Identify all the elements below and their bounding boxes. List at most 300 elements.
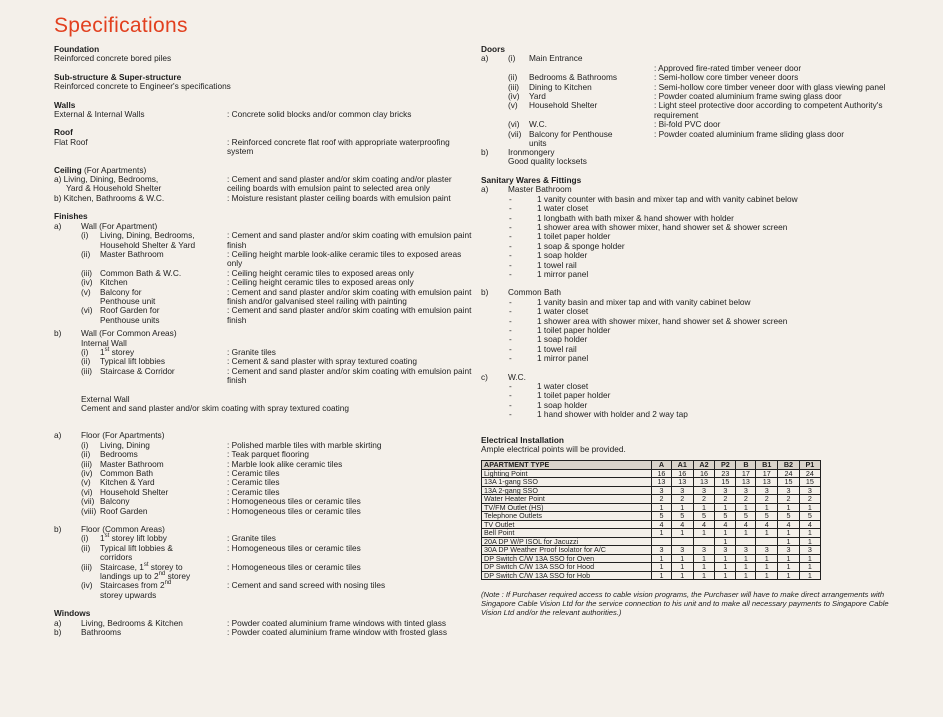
table-cell: 13 <box>736 478 756 487</box>
table-cell: 1 <box>778 529 800 538</box>
table-cell: 5 <box>693 512 715 521</box>
item-text: 1 soap holder <box>537 334 588 345</box>
item-text <box>100 231 195 250</box>
floor-common-item-4 <box>54 580 474 600</box>
table-cell: TV Outlet <box>482 520 652 529</box>
dash-marker: - <box>509 203 512 214</box>
item-value: : Approved fire-rated timber veneer door <box>654 62 802 73</box>
table-cell: 1 <box>736 529 756 538</box>
item-number: (i) <box>81 230 89 241</box>
item-label <box>81 230 196 250</box>
item-text-part: Master Bathroom <box>100 248 164 259</box>
item-text-part: landings up to 2 <box>100 571 159 582</box>
floor-a-marker: a) <box>54 430 62 441</box>
item-number: (iii) <box>81 458 93 469</box>
doors-list <box>481 53 901 149</box>
table-cell: TV/FM Outlet (HS) <box>482 503 652 512</box>
sanitary-c-title: W.C. <box>508 371 526 382</box>
item-value: : Semi-hollow core timber veneer door with glass viewing panel <box>654 81 886 92</box>
table-cell: 3 <box>756 486 778 495</box>
electrical-text: Ample electrical points will be provided. <box>481 444 626 455</box>
item-text: 1 toilet paper holder <box>537 231 611 242</box>
windows-b-value: : Powder coated aluminium frame window with frosted glass <box>227 627 447 638</box>
item-number: (iii) <box>81 365 93 376</box>
item-value: : Cement and sand plaster and/or skim coating with emulsion paint finish and/or galvanised steel railing with painting <box>227 286 472 306</box>
table-cell: 13 <box>756 478 778 487</box>
spacer <box>54 413 474 431</box>
table-cell: 13A 2-gang SSO <box>482 486 652 495</box>
finishes-heading: Finishes <box>54 211 88 222</box>
dash-marker: - <box>509 409 512 420</box>
item-text <box>100 581 171 600</box>
table-header-cell: B <box>736 461 756 470</box>
ceiling-b-row <box>54 194 474 203</box>
left-column <box>54 45 474 637</box>
item-text-part: Staircase & Corridor <box>100 365 175 376</box>
dash-marker: - <box>509 390 512 401</box>
item-value: : Cement and sand plaster and/or skim coating with emulsion paint finish <box>227 230 472 250</box>
walls-row <box>54 110 474 119</box>
item-number: b) <box>481 287 489 298</box>
superscript: nd <box>164 580 172 587</box>
item-text-part: 1 <box>100 533 105 544</box>
list-item <box>54 507 474 516</box>
item-text <box>529 54 583 63</box>
item-value: : Ceiling height marble look-alike ceramic tiles to exposed areas only <box>227 248 462 269</box>
table-cell: 1 <box>652 529 672 538</box>
table-cell: 2 <box>715 495 736 504</box>
list-item <box>481 270 901 279</box>
table-cell: 1 <box>756 503 778 512</box>
ironmongery-title: Ironmongery <box>508 147 555 158</box>
table-cell: Telephone Outlets <box>482 512 652 521</box>
item-text: 1 water closet <box>537 306 589 317</box>
table-cell: 23 <box>715 469 736 478</box>
item-text-part: units <box>529 138 547 149</box>
dash-marker: - <box>509 259 512 270</box>
item-text-part: Typical lift lobbies <box>100 356 166 367</box>
table-cell: 3 <box>671 546 693 555</box>
ceiling-a-value: : Cement and sand plaster and/or skim coating and/or plaster ceiling boards with emulsion paint to selected area only <box>227 174 452 194</box>
item-text <box>529 101 597 110</box>
table-cell: DP Switch C/W 13A SSO for Hood <box>482 563 652 572</box>
list-item <box>481 101 901 120</box>
table-cell: 4 <box>671 520 693 529</box>
table-cell: 1 <box>799 503 820 512</box>
sanitary-a-title: Master Bathroom <box>508 184 572 195</box>
table-cell: 1 <box>693 529 715 538</box>
table-cell: 1 <box>715 537 736 546</box>
table-cell: 15 <box>715 478 736 487</box>
item-text-part: Kitchen <box>100 277 128 288</box>
roof-heading: Roof <box>54 127 73 138</box>
item-text: 1 mirror panel <box>537 268 589 279</box>
table-cell: 20A DP W/P ISOL for Jacuzzi <box>482 537 652 546</box>
ironmongery-text: Good quality locksets <box>508 156 587 167</box>
dash-marker: - <box>509 250 512 261</box>
table-cell: 3 <box>736 486 756 495</box>
dash-marker: - <box>509 381 512 391</box>
floor-common-item-3-value: : Homogeneous tiles or ceramic tiles <box>227 561 361 572</box>
table-cell: 4 <box>756 520 778 529</box>
table-cell: 1 <box>756 554 778 563</box>
item-text: Bathrooms <box>81 627 122 638</box>
item-text: 1 mirror panel <box>537 353 589 364</box>
table-cell: 17 <box>736 469 756 478</box>
item-text-part: storey lift lobby <box>109 533 167 544</box>
item-label <box>81 286 156 306</box>
table-header-cell: B2 <box>778 461 800 470</box>
item-value: : Homogeneous tiles or ceramic tiles <box>227 496 361 507</box>
item-text-part: Staircase, 1 <box>100 561 144 572</box>
sanitary-b-list <box>481 298 901 364</box>
item-text: 1 toilet paper holder <box>537 390 611 401</box>
page-title: Specifications <box>54 14 188 37</box>
roof-label: Flat Roof <box>54 136 88 147</box>
table-cell: 3 <box>652 546 672 555</box>
item-value: : Cement and sand plaster and/or skim coating with emulsion paint finish <box>227 365 472 386</box>
item-text-part: corridors <box>100 552 133 563</box>
table-header-cell: A1 <box>671 461 693 470</box>
table-cell: 2 <box>778 495 800 504</box>
table-cell: 3 <box>736 546 756 555</box>
item-value: : Homogeneous tiles or ceramic tiles <box>227 505 361 516</box>
floor-common-item-1-value: : Granite tiles <box>227 533 276 544</box>
item-text: 1 water closet <box>537 381 589 391</box>
table-cell: 1 <box>799 554 820 563</box>
list-item <box>54 288 474 307</box>
table-cell: 5 <box>671 512 693 521</box>
table-cell: 5 <box>756 512 778 521</box>
list-item <box>481 54 901 73</box>
ceiling-a-label-1: a) Living, Dining, Bedrooms, <box>54 174 159 185</box>
table-cell: 3 <box>652 486 672 495</box>
item-number: (ii) <box>81 356 91 367</box>
superscript: nd <box>158 571 166 578</box>
table-cell: 4 <box>715 520 736 529</box>
ceiling-b-value: : Moisture resistant plaster ceiling boards with emulsion paint <box>227 192 451 203</box>
ceiling-heading-qualifier: (For Apartments) <box>83 164 147 175</box>
item-number: b) <box>54 627 62 638</box>
table-cell: 1 <box>778 563 800 572</box>
item-text: 1 vanity basin and mixer tap and with vanity cabinet below <box>537 296 751 307</box>
item-text-part: storey <box>165 571 191 582</box>
table-cell: 1 <box>715 503 736 512</box>
item-text: 1 towel rail <box>537 343 577 354</box>
electrical-heading: Electrical Installation <box>481 434 564 445</box>
item-text: 1 soap holder <box>537 250 588 261</box>
item-text-part: 1 <box>100 346 105 357</box>
electrical-note: (Note : If Purchaser required access to cable vision programs, the Purchaser will have to make direct arrangements with Singapore Cable Vision Ltd for the service connection to his unit and to make all necessary payments to Singapore Cable Vision Ltd and/or the relevant authorities.) <box>481 590 889 618</box>
table-header-cell: APARTMENT TYPE <box>482 461 652 470</box>
table-cell: 3 <box>671 486 693 495</box>
table-cell: 3 <box>778 486 800 495</box>
item-text <box>100 563 190 582</box>
item-number: (iv) <box>81 277 93 288</box>
table-cell: 1 <box>671 571 693 580</box>
item-number: (vi) <box>81 305 93 316</box>
table-header-cell: A <box>652 461 672 470</box>
item-text-part: Common Bath <box>100 468 154 479</box>
item-number: (v) <box>81 286 91 297</box>
item-value: : Light steel protective door according to competent Authority's requirement <box>654 100 883 120</box>
item-number: (i) <box>508 53 516 64</box>
item-number: (i) <box>81 439 89 450</box>
item-label <box>81 505 148 516</box>
item-text-part: Yard <box>529 91 546 102</box>
foundation-heading: Foundation <box>54 44 100 54</box>
table-cell: 1 <box>799 529 820 538</box>
item-text-part: Balcony <box>100 496 130 507</box>
item-number: (ii) <box>81 449 91 460</box>
table-cell: 4 <box>778 520 800 529</box>
table-cell: 4 <box>799 520 820 529</box>
list-item <box>481 128 901 149</box>
item-text-part: Typical lift lobbies & <box>100 542 173 553</box>
table-header-cell: P2 <box>715 461 736 470</box>
item-number: (iii) <box>508 81 520 92</box>
table-cell: 1 <box>715 563 736 572</box>
internal-wall-label: Internal Wall <box>81 337 127 348</box>
dash-marker: - <box>509 231 512 242</box>
item-label <box>508 100 598 111</box>
table-cell: 16 <box>671 469 693 478</box>
item-text-part: Common Bath & W.C. <box>100 267 182 278</box>
item-value: : Powder coated aluminium frame swing glass door <box>654 91 842 102</box>
item-number: (ii) <box>508 72 518 83</box>
item-value: : Ceiling height ceramic tiles to exposed areas only <box>227 277 414 288</box>
table-cell: 5 <box>736 512 756 521</box>
windows-b-label <box>54 627 122 638</box>
item-value: : Ceramic tiles <box>227 477 280 488</box>
item-text: 1 longbath with bath mixer & hand shower with holder <box>537 212 734 223</box>
item-number: (iii) <box>81 561 93 572</box>
table-cell: 16 <box>693 469 715 478</box>
item-text: 1 shower area with shower mixer, hand shower set & shower screen <box>537 221 788 232</box>
table-cell: 1 <box>693 554 715 563</box>
table-cell: 24 <box>799 469 820 478</box>
table-row <box>482 571 821 580</box>
floor-common-item-2-label <box>81 542 173 563</box>
dash-marker: - <box>509 296 512 307</box>
table-cell: 4 <box>736 520 756 529</box>
table-cell: 1 <box>715 554 736 563</box>
item-label <box>508 53 583 64</box>
table-cell: 3 <box>693 546 715 555</box>
walls-label: External & Internal Walls <box>54 109 145 120</box>
wall-common-list <box>54 348 474 386</box>
item-number: (iv) <box>508 91 520 102</box>
windows-a-value: : Powder coated aluminium frame windows with tinted glass <box>227 617 447 628</box>
item-marker: a) <box>481 53 489 64</box>
table-cell: 1 <box>756 571 778 580</box>
dash-marker: - <box>509 399 512 410</box>
spacer <box>481 420 901 436</box>
floor-common-item-3 <box>54 561 474 582</box>
table-cell: 1 <box>778 571 800 580</box>
item-text: Living, Bedrooms & Kitchen <box>81 617 183 628</box>
substructure-text: Reinforced concrete to Engineer's specifications <box>54 81 231 92</box>
item-text-part: storey to <box>148 561 183 572</box>
item-text-part: Staircases from 2 <box>100 580 165 591</box>
item-text: 1 soap & sponge holder <box>537 240 625 251</box>
table-cell: DP Switch C/W 13A SSO for Hob <box>482 571 652 580</box>
walls-value: : Concrete solid blocks and/or common clay bricks <box>227 109 412 120</box>
item-text-part: storey <box>109 346 135 357</box>
roof-value: : Reinforced concrete flat roof with appropriate waterproofing system <box>227 136 450 157</box>
item-number: (iv) <box>81 468 93 479</box>
item-value: : Granite tiles <box>227 346 276 357</box>
item-text-part: Balcony for <box>100 286 142 297</box>
table-cell: 3 <box>799 486 820 495</box>
floor-apartment-list <box>54 441 474 516</box>
table-row <box>482 520 821 529</box>
item-number: (vii) <box>81 496 95 507</box>
item-text <box>529 130 612 149</box>
table-cell: 4 <box>693 520 715 529</box>
table-cell: Water Heater Point <box>482 495 652 504</box>
table-cell: 1 <box>778 537 800 546</box>
item-value: : Powder coated aluminium frame sliding glass door <box>654 128 844 139</box>
item-text: 1 water closet <box>537 203 589 214</box>
table-cell: 1 <box>799 571 820 580</box>
table-cell: 5 <box>799 512 820 521</box>
dash-marker: - <box>509 268 512 279</box>
item-number: (i) <box>81 533 89 544</box>
doors-heading: Doors <box>481 44 505 54</box>
table-cell: 30A DP Weather Proof Isolator for A/C <box>482 546 652 555</box>
item-number: (iii) <box>81 267 93 278</box>
ceiling-b-label: b) Kitchen, Bathrooms & W.C. <box>54 192 165 203</box>
table-cell: 1 <box>799 563 820 572</box>
item-label <box>81 305 160 325</box>
superscript: st <box>143 561 149 568</box>
table-cell: 1 <box>778 554 800 563</box>
table-cell: Lighting Point <box>482 469 652 478</box>
table-cell: 1 <box>693 571 715 580</box>
item-text-part: Roof Garden <box>100 505 148 516</box>
external-wall-label: External Wall <box>81 393 130 404</box>
ceiling-a-row <box>54 175 474 194</box>
ceiling-a-label-2: Yard & Household Shelter <box>66 183 162 194</box>
finishes-a-marker: a) <box>54 220 62 231</box>
item-number: (viii) <box>81 505 97 516</box>
item-text-part: Main Entrance <box>529 53 583 64</box>
item-number: (vii) <box>508 128 522 139</box>
list-item <box>54 367 474 386</box>
item-text-part: Living, Dining <box>100 439 150 450</box>
finishes-b-title: Wall (For Common Areas) <box>81 328 177 339</box>
electrical-table-body <box>482 469 821 580</box>
table-cell: 13 <box>652 478 672 487</box>
item-text <box>100 544 173 563</box>
item-text-part: Roof Garden for <box>100 305 160 316</box>
finishes-a-title: Wall (For Apartment) <box>81 220 158 231</box>
finishes-b-marker: b) <box>54 328 62 339</box>
table-cell: 3 <box>778 546 800 555</box>
item-value: : Bi-fold PVC door <box>654 119 721 130</box>
table-row <box>482 512 821 521</box>
item-value: : Ceramic tiles <box>227 468 280 479</box>
item-text-part: Household Shelter <box>100 486 169 497</box>
item-number: (ii) <box>81 542 91 553</box>
table-cell: 5 <box>778 512 800 521</box>
superscript: st <box>104 347 110 354</box>
item-text: 1 toilet paper holder <box>537 324 611 335</box>
list-item <box>54 250 474 269</box>
item-number: (v) <box>508 100 518 111</box>
superscript: st <box>104 533 110 540</box>
floor-common-item-2-value: : Homogeneous tiles or ceramic tiles <box>227 542 361 553</box>
table-cell: 1 <box>778 503 800 512</box>
table-cell: DP Switch C/W 13A SSO for Oven <box>482 554 652 563</box>
item-text-part: Household Shelter <box>529 100 598 111</box>
table-cell: 1 <box>715 529 736 538</box>
list-item <box>54 231 474 250</box>
item-text-part: Penthouse unit <box>100 295 156 306</box>
table-cell: 1 <box>652 503 672 512</box>
item-text-part: Kitchen & Yard <box>100 477 155 488</box>
dash-marker: - <box>509 212 512 223</box>
dash-marker: - <box>509 193 512 204</box>
table-cell: 1 <box>652 554 672 563</box>
dash-marker: - <box>509 306 512 317</box>
item-text <box>100 250 164 259</box>
table-cell: 3 <box>715 486 736 495</box>
ceiling-a-label <box>54 175 161 194</box>
item-text: 1 vanity counter with basin and mixer tap and with vanity cabinet below <box>537 193 798 204</box>
item-label <box>81 365 175 376</box>
floor-b-marker: b) <box>54 524 62 535</box>
item-number: (vi) <box>81 486 93 497</box>
dash-marker: - <box>509 240 512 251</box>
table-cell: Bell Point <box>482 529 652 538</box>
item-number: a) <box>54 617 62 628</box>
item-text-part: Dining to Kitchen <box>529 81 592 92</box>
table-cell: 5 <box>715 512 736 521</box>
item-text-part: Bedrooms & Bathrooms <box>529 72 618 83</box>
item-text <box>100 507 148 516</box>
table-cell: 5 <box>652 512 672 521</box>
table-cell: 13A 1-gang SSO <box>482 478 652 487</box>
table-cell: 3 <box>693 486 715 495</box>
table-cell: 1 <box>756 529 778 538</box>
item-text-part: storey upwards <box>100 589 157 600</box>
item-text-part: W.C. <box>529 119 547 130</box>
item-number: a) <box>481 184 489 195</box>
item-number: (i) <box>81 346 89 357</box>
dash-marker: - <box>509 334 512 345</box>
list-item <box>481 354 901 363</box>
table-cell: 15 <box>778 478 800 487</box>
table-header-cell: B1 <box>756 461 778 470</box>
table-cell: 1 <box>671 563 693 572</box>
item-number: (v) <box>81 477 91 488</box>
list-item <box>481 410 901 419</box>
item-text <box>100 306 160 325</box>
table-cell: 1 <box>715 571 736 580</box>
table-cell: 1 <box>671 529 693 538</box>
substructure-heading: Sub-structure & Super-structure <box>54 71 182 82</box>
table-cell: 24 <box>778 469 800 478</box>
item-value: : Marble look alike ceramic tiles <box>227 458 343 469</box>
table-header-cell: P1 <box>799 461 820 470</box>
item-text: 1 soap holder <box>537 399 588 410</box>
table-cell: 2 <box>799 495 820 504</box>
item-value: : Polished marble tiles with marble skirting <box>227 439 382 450</box>
table-cell: 1 <box>693 503 715 512</box>
item-value: : Teak parquet flooring <box>227 449 309 460</box>
